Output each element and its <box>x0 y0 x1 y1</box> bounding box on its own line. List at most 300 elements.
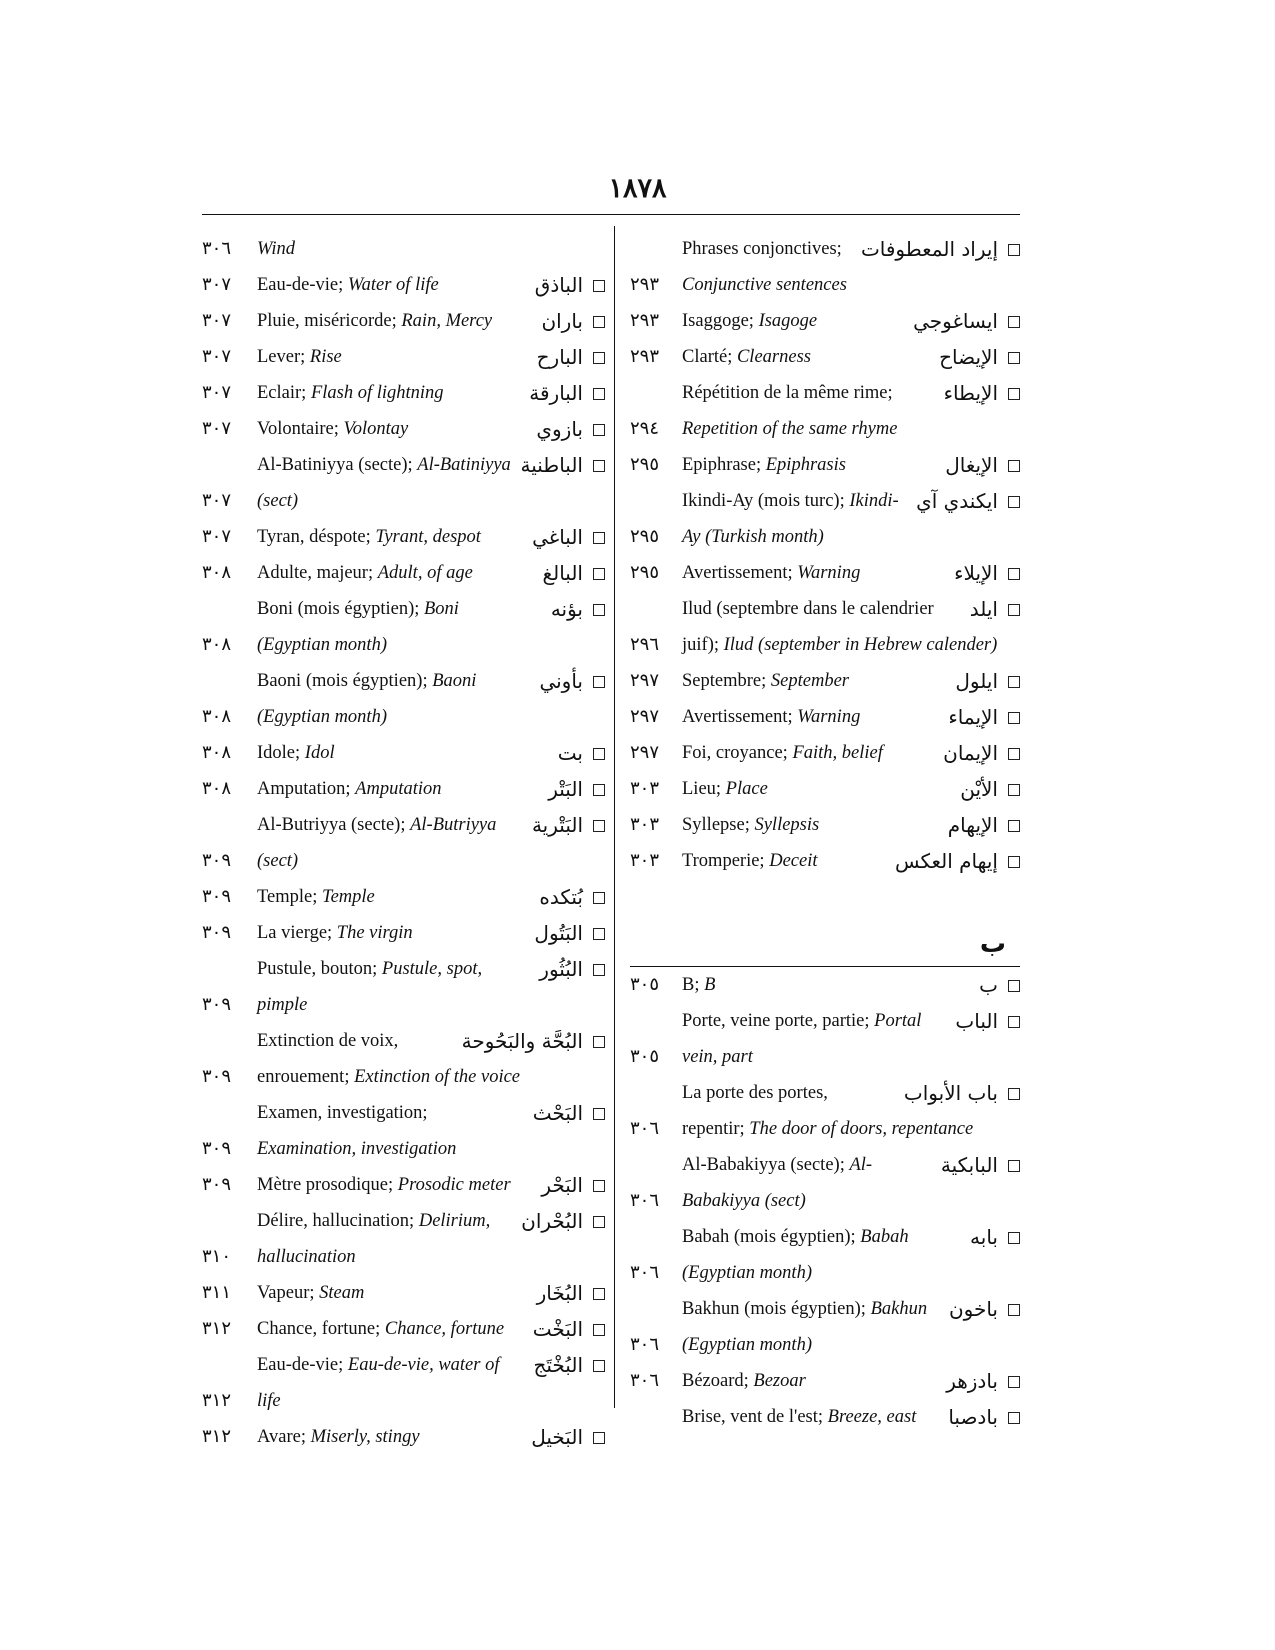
glossary-line <box>202 1347 605 1383</box>
glossary-line <box>202 699 605 735</box>
arabic-headword <box>895 843 1020 879</box>
arabic-headword <box>904 1075 1020 1111</box>
bullet-square-icon <box>1008 1304 1020 1316</box>
glossary-line <box>630 303 1020 339</box>
glossary-line <box>630 1147 1020 1183</box>
french-term: Porte, veine porte, partie; <box>682 1011 870 1031</box>
english-term: Idol <box>304 743 335 763</box>
translation <box>682 1183 806 1219</box>
english-term: Syllepsis <box>754 815 820 835</box>
translation <box>257 483 298 519</box>
french-term: Adulte, majeur; <box>257 563 374 583</box>
arabic-term: الإيلاء <box>954 561 998 585</box>
translation <box>257 303 492 339</box>
glossary-line <box>630 483 1020 519</box>
arabic-term: باران <box>541 309 583 333</box>
bullet-square-icon <box>593 424 605 436</box>
english-term: pimple <box>257 995 308 1015</box>
translation <box>257 1419 420 1455</box>
bullet-square-icon <box>593 892 605 904</box>
english-term: Eau-de-vie, water of <box>347 1355 500 1375</box>
arabic-term: البَتْرية <box>531 813 583 837</box>
english-term: Bakhun <box>870 1299 928 1319</box>
arabic-headword <box>531 1419 605 1455</box>
french-term: Al-Babakiyya (secte); <box>682 1155 845 1175</box>
arabic-term: ايلول <box>955 669 998 693</box>
glossary-line <box>202 375 605 411</box>
arabic-term: البَتُول <box>534 921 583 945</box>
bullet-square-icon <box>593 280 605 292</box>
french-term: Mètre prosodique; <box>257 1175 394 1195</box>
arabic-term: إيهام العكس <box>894 849 998 873</box>
translation <box>257 339 342 375</box>
glossary-line <box>630 1291 1020 1327</box>
bullet-square-icon <box>1008 388 1020 400</box>
translation <box>257 519 481 555</box>
page-reference: ٣٠٩ <box>202 922 232 943</box>
french-term: Eau-de-vie; <box>257 1355 344 1375</box>
french-term: Bakhun (mois égyptien); <box>682 1299 866 1319</box>
glossary-line <box>630 1183 1020 1219</box>
glossary-line <box>630 411 1020 447</box>
arabic-term: ب <box>979 973 998 997</box>
glossary-line <box>202 1131 605 1167</box>
page-reference: ٣١٢ <box>202 1318 232 1339</box>
translation <box>257 1383 281 1419</box>
french-term: Boni (mois égyptien); <box>257 599 420 619</box>
french-term: Volontaire; <box>257 419 339 439</box>
english-term: Adult, of age <box>377 563 473 583</box>
english-term: Al-Batiniyya <box>417 455 511 475</box>
french-term: Septembre; <box>682 671 767 691</box>
arabic-term: البُحْران <box>521 1209 583 1233</box>
translation <box>682 1039 753 1075</box>
english-term: Deceit <box>769 851 818 871</box>
page-reference: ٣٠٨ <box>202 634 232 655</box>
page-reference: ٣١١ <box>202 1282 232 1303</box>
english-term: Extinction of the voice <box>354 1067 521 1087</box>
french-term: Bézoard; <box>682 1371 749 1391</box>
translation <box>257 375 444 411</box>
bullet-square-icon <box>593 676 605 688</box>
french-term: Babah (mois égyptien); <box>682 1227 856 1247</box>
glossary-line <box>630 555 1020 591</box>
french-term: Amputation; <box>257 779 351 799</box>
page-reference: ٣٠٩ <box>202 1138 232 1159</box>
bullet-square-icon <box>1008 604 1020 616</box>
french-term: Pluie, miséricorde; <box>257 311 397 331</box>
bullet-square-icon <box>1008 712 1020 724</box>
french-term: Examen, investigation; <box>257 1103 428 1123</box>
glossary-line <box>202 1275 605 1311</box>
glossary-line <box>202 663 605 699</box>
glossary-line <box>630 843 1020 879</box>
left-column <box>202 231 605 1455</box>
glossary-line <box>630 339 1020 375</box>
glossary-line <box>202 1095 605 1131</box>
translation <box>682 447 846 483</box>
arabic-term: الباب <box>955 1009 998 1033</box>
english-term: Al- <box>849 1155 873 1175</box>
page-reference: ٣٠٧ <box>202 418 232 439</box>
english-term: Isagoge <box>758 311 818 331</box>
arabic-term: الإيهام <box>947 813 998 837</box>
page-reference: ٣٠٩ <box>202 994 232 1015</box>
glossary-line <box>630 1363 1020 1399</box>
french-term: B; <box>682 975 700 995</box>
page-reference: ٣٠٦ <box>630 1190 660 1211</box>
arabic-term: البُخَار <box>536 1281 583 1305</box>
english-term: September <box>770 671 849 691</box>
arabic-term: بابه <box>970 1225 998 1249</box>
translation <box>682 1075 828 1111</box>
french-term: repentir; <box>682 1119 745 1139</box>
french-term: Foi, croyance; <box>682 743 788 763</box>
english-term: (Egyptian month) <box>257 635 387 655</box>
arabic-headword <box>861 231 1020 267</box>
translation <box>682 375 893 411</box>
translation <box>682 519 824 555</box>
arabic-headword <box>916 483 1020 519</box>
french-term: Phrases conjonctives; <box>682 239 842 259</box>
english-term: (sect) <box>257 851 299 871</box>
english-term: life <box>257 1391 281 1411</box>
page-reference: ٣٠٨ <box>202 706 232 727</box>
french-term: Idole; <box>257 743 301 763</box>
french-term: Avertissement; <box>682 563 793 583</box>
translation <box>682 483 899 519</box>
arabic-term: البَخْت <box>532 1317 583 1341</box>
translation <box>682 1363 806 1399</box>
bullet-square-icon <box>593 1216 605 1228</box>
page-reference: ٣٠٣ <box>630 850 660 871</box>
translation <box>257 1311 504 1347</box>
glossary-line <box>630 1003 1020 1039</box>
glossary-line <box>202 1419 605 1455</box>
french-term: Baoni (mois égyptien); <box>257 671 428 691</box>
english-term: Delirium, <box>418 1211 491 1231</box>
translation <box>682 1327 812 1363</box>
translation <box>257 1239 356 1275</box>
page-reference: ٢٩٣ <box>630 274 660 295</box>
glossary-line <box>202 879 605 915</box>
english-term: Chance, fortune <box>384 1319 505 1339</box>
translation <box>682 735 883 771</box>
arabic-term: بأوني <box>539 669 583 693</box>
bullet-square-icon <box>1008 316 1020 328</box>
translation <box>257 411 408 447</box>
bullet-square-icon <box>593 1360 605 1372</box>
page-reference: ٢٩٧ <box>630 670 660 691</box>
page-reference: ٣٠٧ <box>202 310 232 331</box>
arabic-headword <box>535 267 605 303</box>
bullet-square-icon <box>1008 748 1020 760</box>
translation <box>682 231 842 267</box>
glossary-line <box>630 519 1020 555</box>
arabic-headword <box>948 699 1020 735</box>
arabic-headword <box>539 663 605 699</box>
english-term: Water of life <box>347 275 439 295</box>
bullet-square-icon <box>593 928 605 940</box>
arabic-headword <box>946 1363 1020 1399</box>
glossary-line <box>630 967 1020 1003</box>
glossary-line <box>630 1219 1020 1255</box>
french-term: Ikindi-Ay (mois turc); <box>682 491 845 511</box>
page-reference: ٢٩٧ <box>630 742 660 763</box>
arabic-term: بادزهر <box>946 1369 998 1393</box>
arabic-term: باب الأبواب <box>903 1081 998 1105</box>
english-term: Temple <box>321 887 375 907</box>
english-term: Warning <box>797 707 861 727</box>
english-term: Rise <box>309 347 342 367</box>
bullet-square-icon <box>1008 1088 1020 1100</box>
english-term: Flash of lightning <box>310 383 444 403</box>
arabic-headword <box>537 339 605 375</box>
glossary-line <box>202 807 605 843</box>
glossary-line <box>202 267 605 303</box>
glossary-line <box>630 1327 1020 1363</box>
arabic-headword <box>948 807 1020 843</box>
column-divider <box>614 226 615 1408</box>
french-term: Avertissement; <box>682 707 793 727</box>
translation <box>682 1147 872 1183</box>
translation <box>257 987 307 1023</box>
french-term: Ilud (septembre dans le calendrier <box>682 599 934 619</box>
arabic-headword <box>943 735 1020 771</box>
english-term: Babakiyya (sect) <box>682 1191 806 1211</box>
french-term: Lever; <box>257 347 306 367</box>
page-reference: ٣١٢ <box>202 1426 232 1447</box>
english-term: Bezoar <box>753 1371 806 1391</box>
bullet-square-icon <box>1008 820 1020 832</box>
english-term: Ilud (september in Hebrew calender) <box>723 635 998 655</box>
arabic-term: البالغ <box>542 561 583 585</box>
arabic-headword <box>532 519 605 555</box>
glossary-line <box>202 627 605 663</box>
arabic-headword <box>539 951 605 987</box>
page-reference: ٢٩٥ <box>630 454 660 475</box>
page-reference: ٢٩٦ <box>630 634 660 655</box>
glossary-line <box>630 699 1020 735</box>
english-term: Boni <box>424 599 459 619</box>
bullet-square-icon <box>1008 856 1020 868</box>
arabic-headword <box>945 447 1020 483</box>
entries-ba <box>630 967 1020 1435</box>
english-term: Ikindi- <box>849 491 899 511</box>
arabic-headword <box>521 1203 605 1239</box>
english-term: Steam <box>319 1283 365 1303</box>
french-term: Temple; <box>257 887 318 907</box>
glossary-line <box>202 519 605 555</box>
english-term: Place <box>725 779 768 799</box>
arabic-term: البَخيل <box>531 1425 583 1449</box>
bullet-square-icon <box>1008 1412 1020 1424</box>
english-term: Conjunctive sentences <box>682 275 847 295</box>
french-term: Tyran, déspote; <box>257 527 371 547</box>
page-reference: ٣٠٣ <box>630 778 660 799</box>
bullet-square-icon <box>1008 1016 1020 1028</box>
glossary-line <box>630 447 1020 483</box>
english-term: Miserly, stingy <box>310 1427 420 1447</box>
french-term: Eclair; <box>257 383 307 403</box>
english-term: Baoni <box>432 671 477 691</box>
arabic-term: الإيضاح <box>939 345 998 369</box>
arabic-headword <box>551 591 605 627</box>
english-term: Volontay <box>343 419 409 439</box>
bullet-square-icon <box>1008 676 1020 688</box>
arabic-headword <box>913 303 1020 339</box>
glossary-line <box>630 663 1020 699</box>
translation <box>682 303 817 339</box>
bullet-square-icon <box>593 568 605 580</box>
translation <box>682 339 811 375</box>
english-term: Pustule, spot, <box>381 959 483 979</box>
arabic-term: باخون <box>948 1297 998 1321</box>
glossary-line <box>630 267 1020 303</box>
english-term: (Egyptian month) <box>257 707 387 727</box>
arabic-term: البَحْر <box>541 1173 583 1197</box>
bullet-square-icon <box>593 460 605 472</box>
bullet-square-icon <box>1008 1232 1020 1244</box>
page-reference: ٢٩٥ <box>630 562 660 583</box>
french-term: juif); <box>682 635 719 655</box>
translation <box>682 1255 812 1291</box>
arabic-term: الأيْن <box>960 777 998 801</box>
glossary-line <box>630 591 1020 627</box>
english-term: The door of doors, repentance <box>749 1119 974 1139</box>
glossary-line <box>202 1059 605 1095</box>
translation <box>257 267 439 303</box>
arabic-term: بازوي <box>536 417 583 441</box>
arabic-term: ايلد <box>969 597 998 621</box>
glossary-line <box>202 735 605 771</box>
translation <box>257 771 442 807</box>
glossary-line <box>202 447 605 483</box>
english-term: Epiphrasis <box>765 455 846 475</box>
glossary-line <box>630 771 1020 807</box>
page-reference: ٣٠٦ <box>630 1370 660 1391</box>
french-term: Pustule, bouton; <box>257 959 378 979</box>
section-header-ba <box>630 915 1020 967</box>
translation <box>682 627 997 663</box>
translation <box>257 807 496 843</box>
english-term: Faith, belief <box>792 743 883 763</box>
arabic-term: البارح <box>536 345 583 369</box>
arabic-term: الإيمان <box>943 741 998 765</box>
bullet-square-icon <box>593 1180 605 1192</box>
arabic-term: ايكندي آي <box>916 489 998 513</box>
arabic-headword <box>462 1023 605 1059</box>
glossary-line <box>630 231 1020 267</box>
page-reference: ٣٠٣ <box>630 814 660 835</box>
english-term: Prosodic meter <box>397 1175 511 1195</box>
glossary-line <box>202 1311 605 1347</box>
english-term: Al-Butriyya <box>410 815 497 835</box>
translation <box>257 555 473 591</box>
translation <box>682 1291 927 1327</box>
arabic-headword <box>529 375 605 411</box>
page-reference: ٣٠٧ <box>202 526 232 547</box>
french-term: enrouement; <box>257 1067 350 1087</box>
arabic-term: البُحَّة والبَحُوحة <box>461 1029 583 1053</box>
english-term: Repetition of the same rhyme <box>682 419 898 439</box>
french-term: Clarté; <box>682 347 733 367</box>
english-term: Wind <box>257 239 296 259</box>
translation <box>257 1167 511 1203</box>
arabic-headword <box>533 1347 605 1383</box>
arabic-term: البابكية <box>940 1153 998 1177</box>
translation <box>257 627 387 663</box>
bullet-square-icon <box>593 604 605 616</box>
arabic-term: الإيطاء <box>943 381 998 405</box>
arabic-headword <box>970 1219 1020 1255</box>
arabic-headword <box>521 447 606 483</box>
english-term: (Egyptian month) <box>682 1335 812 1355</box>
french-term: Chance, fortune; <box>257 1319 381 1339</box>
bullet-square-icon <box>593 784 605 796</box>
page-reference: ٣١٠ <box>202 1246 232 1267</box>
arabic-term: الإيغال <box>945 453 998 477</box>
page-reference: ٣٠٨ <box>202 778 232 799</box>
french-term: Extinction de voix, <box>257 1031 399 1051</box>
arabic-headword <box>537 1275 605 1311</box>
translation <box>257 1203 490 1239</box>
english-term: Examination, investigation <box>257 1139 457 1159</box>
french-term: Eau-de-vie; <box>257 275 344 295</box>
arabic-term: الباذق <box>534 273 583 297</box>
arabic-headword <box>954 555 1020 591</box>
translation <box>257 843 298 879</box>
bullet-square-icon <box>593 1288 605 1300</box>
translation <box>682 807 819 843</box>
arabic-headword <box>979 967 1020 1003</box>
page-reference: ٣٠٦ <box>630 1334 660 1355</box>
page-reference: ٢٩٣ <box>630 310 660 331</box>
bullet-square-icon <box>593 532 605 544</box>
arabic-term: البَحْث <box>532 1101 583 1125</box>
bullet-square-icon <box>593 1324 605 1336</box>
bullet-square-icon <box>1008 568 1020 580</box>
french-term: Al-Butriyya (secte); <box>257 815 406 835</box>
page-reference: ٢٩٣ <box>630 346 660 367</box>
translation <box>257 699 387 735</box>
arabic-headword <box>960 771 1020 807</box>
bullet-square-icon <box>593 388 605 400</box>
arabic-term: البارقة <box>529 381 583 405</box>
french-term: Syllepse; <box>682 815 750 835</box>
glossary-line <box>202 1383 605 1419</box>
translation <box>257 447 511 483</box>
bullet-square-icon <box>593 820 605 832</box>
bullet-square-icon <box>593 1036 605 1048</box>
arabic-term: إيراد المعطوفات <box>860 237 998 261</box>
bullet-square-icon <box>1008 460 1020 472</box>
glossary-line <box>630 735 1020 771</box>
translation <box>682 1399 916 1435</box>
page-reference: ٣٠٥ <box>630 974 660 995</box>
arabic-headword <box>948 1399 1020 1435</box>
page-reference: ٣٠٨ <box>202 562 232 583</box>
arabic-headword <box>949 1291 1020 1327</box>
arabic-headword <box>955 1003 1020 1039</box>
arabic-headword <box>534 915 605 951</box>
arabic-headword <box>532 807 605 843</box>
english-term: Rain, Mercy <box>401 311 493 331</box>
translation <box>682 663 849 699</box>
arabic-headword <box>539 879 605 915</box>
page-reference: ٣٠٩ <box>202 1174 232 1195</box>
english-term: B <box>704 975 716 995</box>
